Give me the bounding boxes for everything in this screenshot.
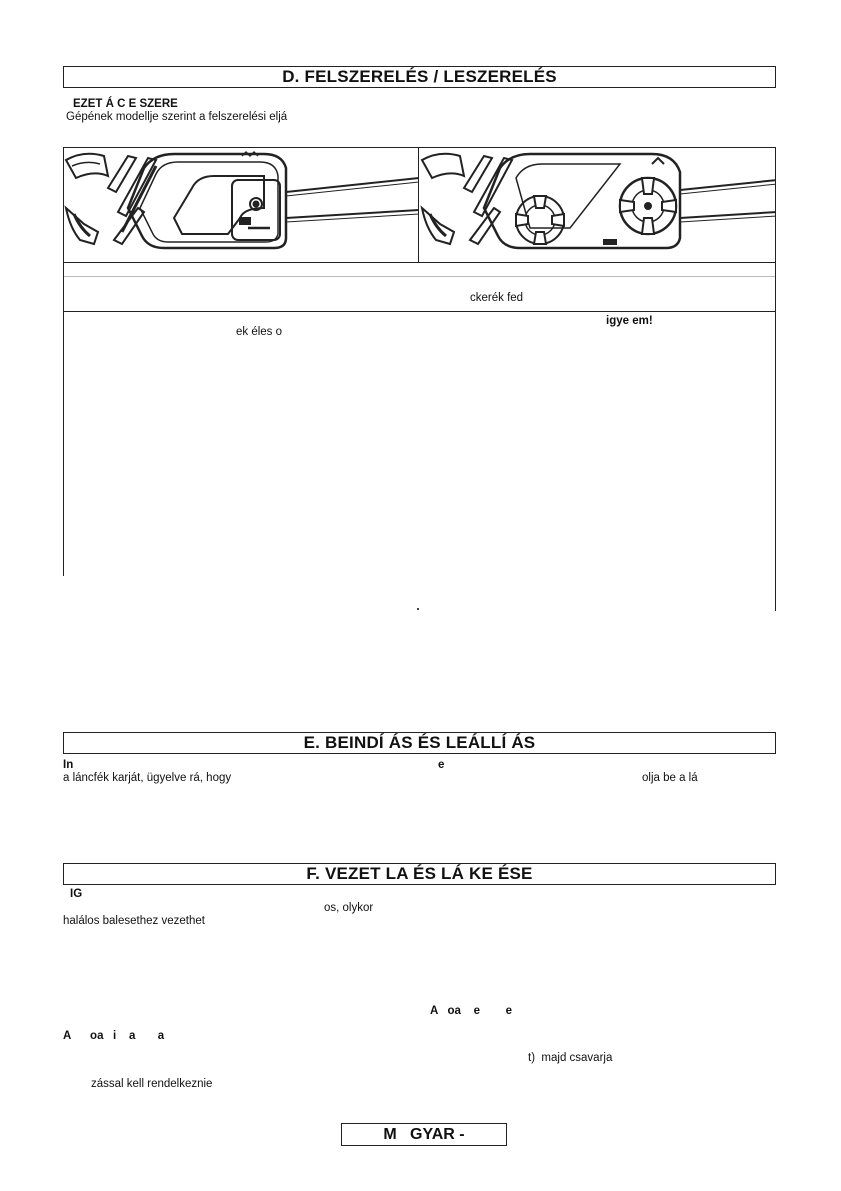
figure-divider — [418, 147, 419, 263]
table-row2-left-text: ek éles o — [236, 326, 283, 338]
section-e-bold-mid: e — [438, 759, 445, 771]
table-dot — [417, 608, 419, 610]
chainsaw-side-cover-illustration — [64, 148, 419, 263]
table-right-column-border — [775, 311, 776, 611]
section-d-subheading: EZET Á C E SZERE — [73, 98, 178, 110]
table-right-border — [775, 263, 776, 311]
section-f-line3-right: t) majd csavarja — [528, 1052, 613, 1064]
section-f-line2: halálos balesethez vezethet — [63, 915, 205, 927]
table-rule — [63, 311, 776, 312]
section-e-bold-start: In — [63, 759, 74, 771]
table-faint-rule — [63, 276, 776, 277]
table-left-column-border — [63, 311, 64, 576]
section-f-line4: zással kell rendelkeznie — [91, 1078, 213, 1090]
section-f-warning: IG — [70, 888, 83, 900]
section-f-line1-mid: os, olykor — [324, 902, 374, 914]
table-left-border — [63, 263, 64, 311]
section-f-subhead-left: A oa i a a — [63, 1030, 165, 1042]
table-row2-right-text: igye em! — [606, 315, 653, 327]
page-footer-language-label: M GYAR - — [341, 1123, 507, 1146]
section-f-subhead-right: A oa e e — [430, 1005, 513, 1017]
section-e-line2-right: olja be a lá — [642, 772, 698, 784]
section-d-intro: Gépének modellje szerint a felszerelési eljá — [66, 111, 288, 123]
section-d-title: D. FELSZERELÉS / LESZERELÉS — [63, 66, 776, 88]
section-f-title: F. VEZET LA ÉS LÁ KE ÉSE — [63, 863, 776, 885]
section-e-title: E. BEINDÍ ÁS ÉS LEÁLLÍ ÁS — [63, 732, 776, 754]
figure-panel — [63, 147, 776, 263]
chainsaw-knob-cover-illustration — [420, 148, 776, 263]
section-e-line2-left: a láncfék karját, ügyelve rá, hogy — [63, 772, 232, 784]
table-row1-text: ckerék fed — [470, 292, 524, 304]
